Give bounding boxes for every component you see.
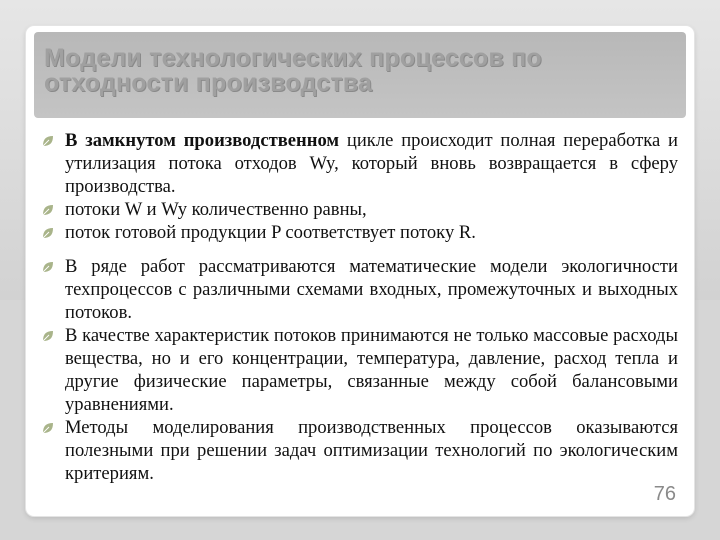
bullet-text: Методы моделирования производственных процессов оказываются полезными при решении задач оптимизации технологий по экологическим критериям. bbox=[65, 417, 678, 484]
bullet-item bbox=[40, 129, 678, 198]
leaf-bullet-icon bbox=[42, 330, 54, 342]
bullet-group-2 bbox=[40, 255, 678, 485]
title-bar bbox=[34, 32, 686, 118]
bullet-text: поток готовой продукции P соответствует потоку R. bbox=[65, 222, 476, 243]
bullet-item bbox=[40, 198, 678, 221]
leaf-bullet-icon bbox=[42, 422, 54, 434]
bullet-text: цикле происходит полная переработка и утилизация потока отходов Wy, который вновь возвращается в сферу производства. bbox=[65, 130, 679, 197]
bullet-item bbox=[40, 324, 678, 416]
leaf-bullet-icon bbox=[42, 135, 54, 147]
bullet-text: В качестве характеристик потоков принимаются не только массовые расходы вещества, но и его концентрации, температура, давление, расход тепла и другие физические параметры, связанные между собой балансовыми уравнениями. bbox=[65, 325, 678, 415]
bullet-item bbox=[40, 255, 678, 324]
bullet-item bbox=[40, 416, 678, 485]
bullet-bold-lead: В замкнутом производственном bbox=[65, 130, 340, 151]
leaf-bullet-icon bbox=[42, 227, 54, 239]
leaf-bullet-icon bbox=[42, 204, 54, 216]
slide-content bbox=[40, 129, 678, 485]
bullet-text: потоки W и Wy количественно равны, bbox=[65, 199, 367, 220]
bullet-text: В ряде работ рассматриваются математические модели экологичности техпроцессов с различными схемами входных, промежуточных и выходных потоков. bbox=[65, 256, 678, 323]
slide bbox=[26, 26, 694, 516]
bullet-group-1 bbox=[40, 129, 678, 244]
slide-title: Модели технологических процессов по отходности производства bbox=[44, 44, 542, 97]
page-number: 76 bbox=[653, 483, 676, 505]
bullet-item bbox=[40, 221, 678, 244]
leaf-bullet-icon bbox=[42, 261, 54, 273]
